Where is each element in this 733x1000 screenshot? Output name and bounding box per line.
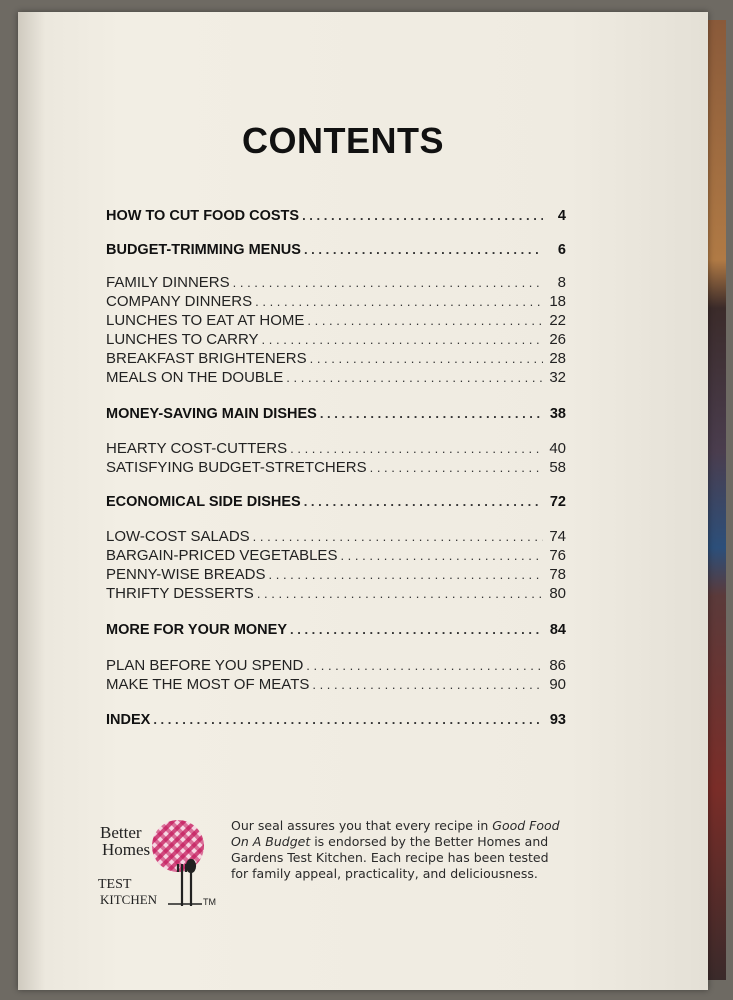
toc-entry-page: 74	[549, 528, 566, 545]
toc-entry	[106, 494, 566, 510]
toc-leader-dots	[306, 658, 543, 673]
toc-entry	[106, 331, 566, 348]
toc-entry	[106, 440, 566, 457]
toc-entry-label: THRIFTY DESSERTS	[106, 585, 254, 602]
book-page	[18, 12, 708, 990]
toc-leader-dots	[340, 548, 543, 563]
toc-leader-dots	[255, 294, 543, 309]
toc-entry	[106, 406, 566, 422]
logo-test: TEST	[98, 877, 132, 892]
toc-leader-dots	[304, 242, 543, 257]
seal-description	[231, 818, 561, 882]
toc-entry-label: LUNCHES TO EAT AT HOME	[106, 312, 305, 329]
toc-entry-page: 26	[549, 331, 566, 348]
toc-entry-page: 76	[549, 547, 566, 564]
toc-leader-dots	[253, 529, 543, 544]
toc-entry-page: 22	[549, 312, 566, 329]
toc-leader-dots	[269, 567, 544, 582]
seal-text-before: Our seal assures you that every recipe in	[231, 818, 493, 833]
toc-entry-label: ECONOMICAL SIDE DISHES	[106, 494, 301, 510]
toc-entry	[106, 369, 566, 386]
toc-leader-dots	[153, 712, 543, 727]
toc-entry-page: 18	[549, 293, 566, 310]
toc-entry-page: 40	[549, 440, 566, 457]
toc-entry-page: 93	[549, 712, 566, 728]
toc-entry-page: 28	[549, 350, 566, 367]
toc-entry	[106, 712, 566, 728]
seal-text-after: is endorsed by the Better Homes and Gardens Test Kitchen. Each recipe has been tested for family appeal, practicality, and deliciousness.	[231, 834, 549, 881]
toc-entry	[106, 293, 566, 310]
test-kitchen-seal-logo	[98, 814, 228, 914]
toc-entry	[106, 566, 566, 583]
toc-entry-page: 32	[549, 369, 566, 386]
toc-entry	[106, 528, 566, 545]
toc-leader-dots	[307, 313, 543, 328]
toc-entry-label: FAMILY DINNERS	[106, 274, 230, 291]
toc-entry-page: 78	[549, 566, 566, 583]
toc-leader-dots	[302, 208, 543, 223]
toc-leader-dots	[290, 441, 543, 456]
toc-entry	[106, 242, 566, 258]
toc-entry	[106, 274, 566, 291]
logo-homes: Homes	[102, 840, 151, 859]
toc-entry	[106, 350, 566, 367]
toc-entry	[106, 459, 566, 476]
toc-leader-dots	[286, 370, 543, 385]
toc-entry-label: HOW TO CUT FOOD COSTS	[106, 208, 300, 224]
toc-entry-label: PLAN BEFORE YOU SPEND	[106, 657, 304, 674]
page-title: CONTENTS	[242, 120, 444, 161]
toc-entry-page: 86	[549, 657, 566, 674]
toc-entry-label: BREAKFAST BRIGHTENERS	[106, 350, 307, 367]
toc-entry-label: SATISFYING BUDGET-STRETCHERS	[106, 459, 367, 476]
toc-leader-dots	[233, 275, 543, 290]
toc-entry-label: BUDGET-TRIMMING MENUS	[106, 242, 301, 258]
toc-entry-page: 4	[557, 208, 566, 224]
toc-entry-label: PENNY-WISE BREADS	[106, 566, 266, 583]
logo-kitchen: KITCHEN	[100, 892, 158, 907]
toc-entry-label: MEALS ON THE DOUBLE	[106, 369, 284, 386]
seal-book-title: Good Food On A Budget	[231, 818, 560, 849]
toc-entry-page: 84	[549, 622, 566, 638]
toc-leader-dots	[262, 332, 543, 347]
toc-entry-label: BARGAIN-PRICED VEGETABLES	[106, 547, 338, 564]
toc-entry-label: COMPANY DINNERS	[106, 293, 253, 310]
toc-leader-dots	[320, 406, 543, 421]
toc-entry	[106, 657, 566, 674]
toc-leader-dots	[310, 351, 543, 366]
toc-leader-dots	[257, 586, 543, 601]
toc-entry-page: 90	[549, 676, 566, 693]
toc-entry-label: LOW-COST SALADS	[106, 528, 250, 545]
toc-entry-page: 80	[549, 585, 566, 602]
toc-entry-page: 58	[549, 459, 566, 476]
toc-entry	[106, 676, 566, 693]
toc-entry-page: 38	[549, 406, 566, 422]
toc-entry-page: 6	[557, 242, 566, 258]
toc-entry-label: MAKE THE MOST OF MEATS	[106, 676, 310, 693]
toc-leader-dots	[312, 677, 543, 692]
toc-entry-page: 8	[557, 274, 566, 291]
toc-entry-label: INDEX	[106, 712, 151, 728]
toc-leader-dots	[290, 622, 543, 637]
toc-entry-label: MORE FOR YOUR MONEY	[106, 622, 287, 638]
logo-better: Better	[100, 823, 142, 842]
toc-entry	[106, 312, 566, 329]
toc-entry-page: 72	[549, 494, 566, 510]
toc-entry	[106, 585, 566, 602]
toc-entry-label: MONEY-SAVING MAIN DISHES	[106, 406, 317, 422]
toc-entry-label: LUNCHES TO CARRY	[106, 331, 259, 348]
toc-leader-dots	[370, 460, 543, 475]
trademark-mark: TM	[203, 897, 216, 907]
toc-entry	[106, 622, 566, 638]
toc-entry	[106, 547, 566, 564]
toc-entry	[106, 208, 566, 224]
toc-leader-dots	[304, 494, 543, 509]
toc-entry-label: HEARTY COST-CUTTERS	[106, 440, 288, 457]
